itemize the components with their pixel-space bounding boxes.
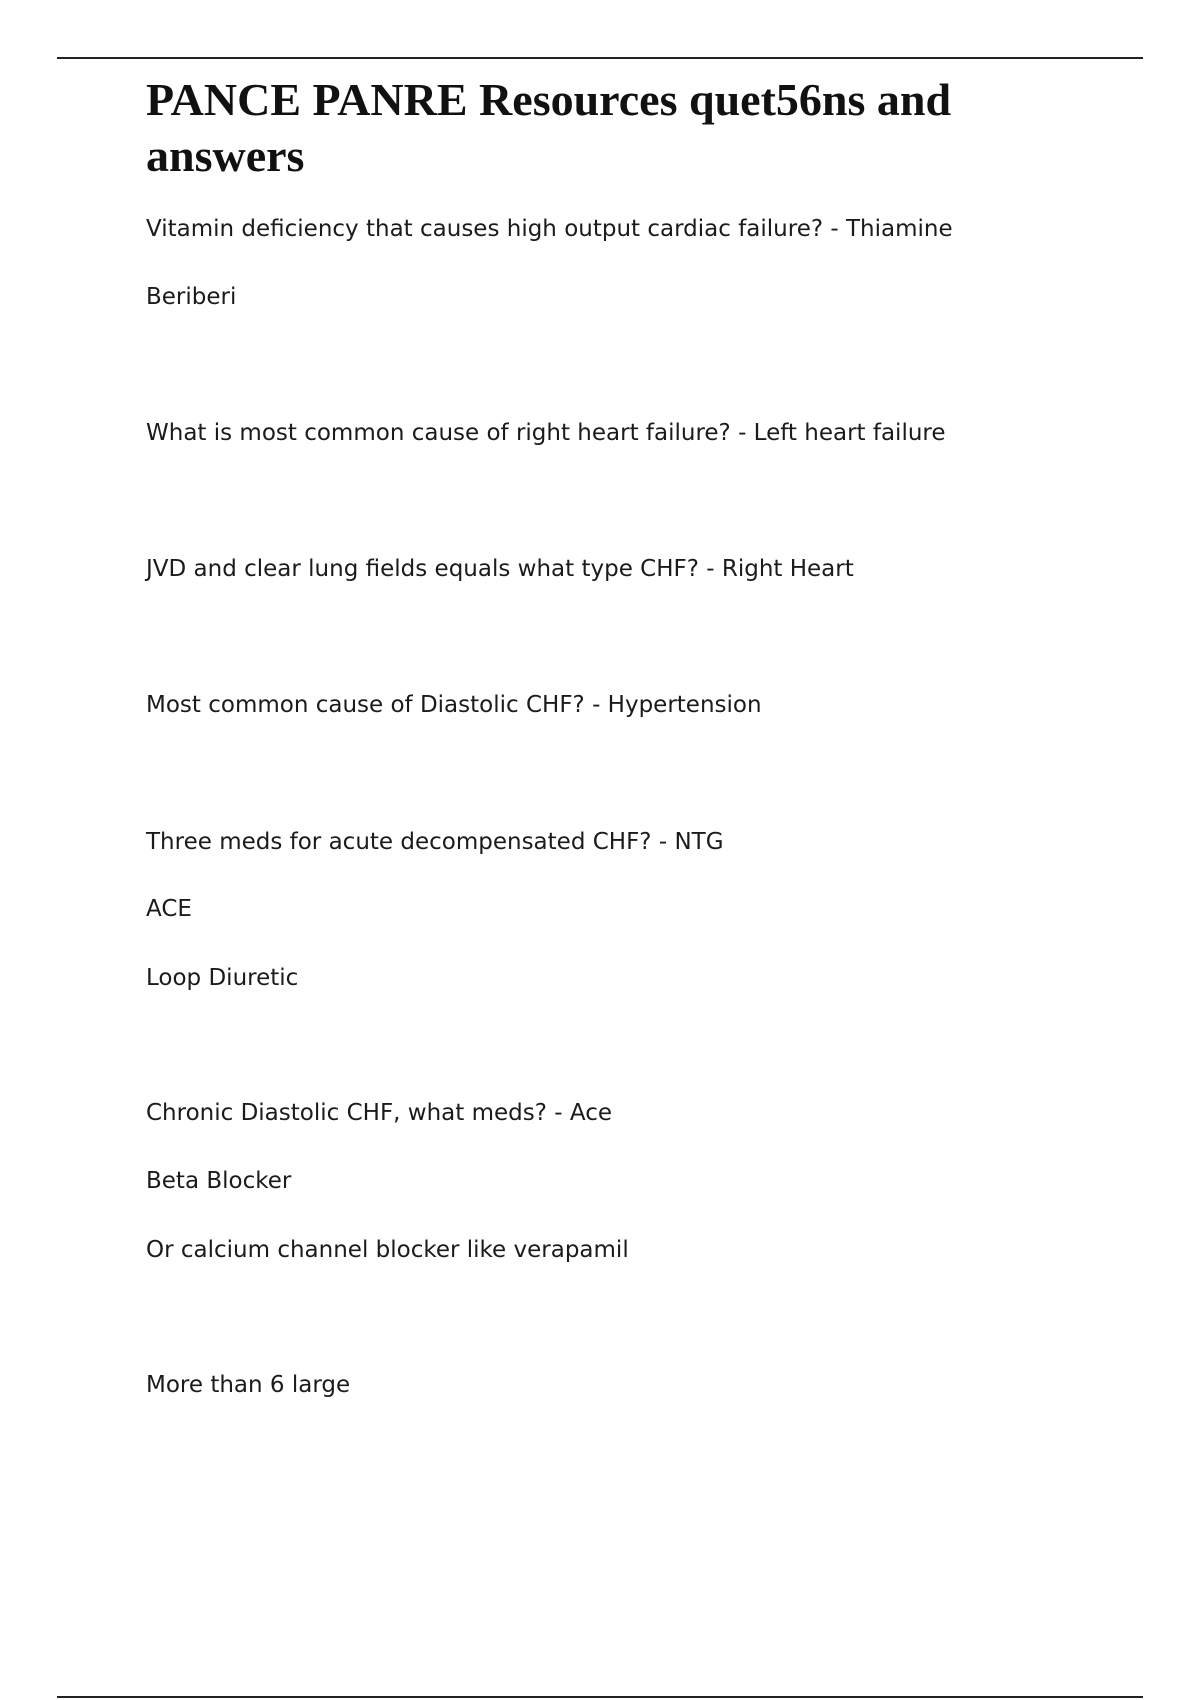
- bottom-rule: [57, 1696, 1143, 1698]
- qa-line-calcium-channel: Or calcium channel blocker like verapamil: [146, 1237, 629, 1263]
- qa-line-more-than-6: More than 6 large: [146, 1372, 351, 1398]
- qa-line-jvd: JVD and clear lung fields equals what type CHF? - Right Heart: [146, 556, 854, 582]
- qa-line-beriberi: Beriberi: [146, 284, 237, 310]
- top-rule: [57, 57, 1143, 59]
- qa-line-loop-diuretic: Loop Diuretic: [146, 965, 299, 991]
- document-title: PANCE PANRE Resources quet56ns and answers: [146, 74, 952, 181]
- qa-line-diastolic-chf: Most common cause of Diastolic CHF? - Hypertension: [146, 692, 762, 718]
- qa-line-right-heart-failure: What is most common cause of right heart failure? - Left heart failure: [146, 420, 946, 446]
- qa-line-chronic-diastolic: Chronic Diastolic CHF, what meds? - Ace: [146, 1100, 612, 1126]
- qa-line-thiamine: Vitamin deficiency that causes high output cardiac failure? - Thiamine: [146, 216, 953, 242]
- qa-line-acute-decompensated: Three meds for acute decompensated CHF? - NTG: [146, 829, 724, 855]
- qa-line-beta-blocker: Beta Blocker: [146, 1168, 292, 1194]
- qa-line-ace: ACE: [146, 896, 192, 922]
